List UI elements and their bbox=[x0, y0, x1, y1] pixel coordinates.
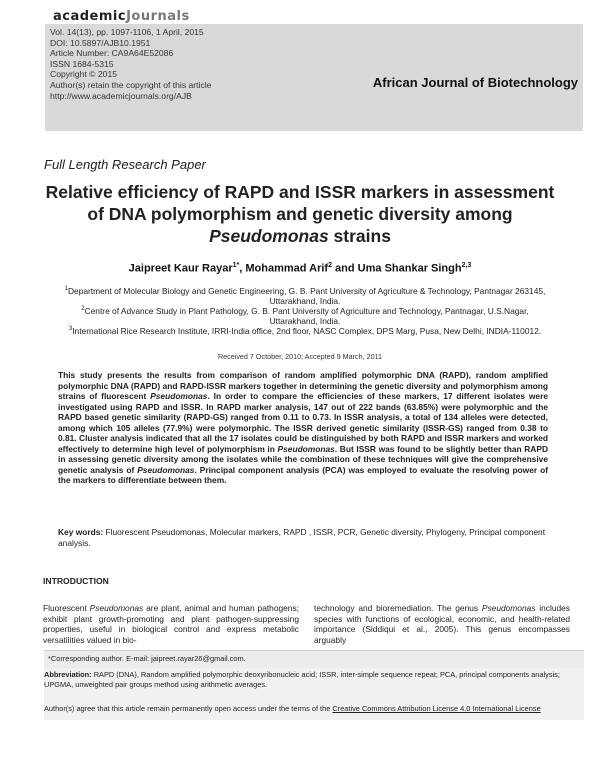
meta-doi: DOI: 10.5897/AJB10.1951 bbox=[50, 37, 151, 48]
author-name: Jaipreet Kaur Rayar bbox=[128, 262, 233, 275]
license-notice bbox=[44, 704, 584, 714]
author-sup: 2,3 bbox=[461, 262, 472, 269]
author-list: Jaipreet Kaur Rayar$^{1*}$, Mohammad Arif$^2$ and Uma Shankar Singh$^{2,3}$ bbox=[128, 262, 472, 275]
keywords-label: Key words: bbox=[58, 527, 104, 537]
author-sup: 2 bbox=[328, 262, 332, 269]
received-dates: Received 7 October, 2010; Accepted 9 March, 2011 bbox=[217, 352, 383, 361]
abbrev-label: Abbreviation: bbox=[44, 670, 92, 679]
paper-title: Relative efficiency of RAPD and ISSR markers in assessment of DNA polymorphism and genetic diversity among Pseudomonas strains bbox=[45, 182, 555, 246]
article-info-box bbox=[45, 24, 583, 131]
intro-column-right: technology and bioremediation. The genus Pseudomonas includes species with functions of ecological, economic, and health-related importance (Siddiqui et al., 2005). This genus encompasses arguably bbox=[314, 603, 570, 646]
meta-issn: ISSN 1684-5315 bbox=[50, 58, 114, 69]
meta-copyright: Copyright © 2015 bbox=[50, 69, 118, 80]
keywords bbox=[58, 527, 548, 548]
keywords-text: Fluorescent Pseudomonas, Molecular markers, RAPD , ISSR, PCR, Genetic diversity, Phylogeny, Principal component analysis. bbox=[58, 527, 546, 548]
corresponding-author: *Corresponding author. E-mail: jaipreet.rayar26@gmail.com. bbox=[48, 654, 246, 663]
affiliation bbox=[40, 324, 570, 336]
meta-article-number: Article Number: CA9A64E52086 bbox=[50, 48, 174, 59]
author-name: Uma Shankar Singh bbox=[357, 262, 462, 275]
meta-url[interactable]: http://www.academicjournals.org/AJB bbox=[50, 90, 192, 101]
publisher-logo bbox=[53, 9, 190, 24]
affiliation-sup: 1 bbox=[64, 286, 68, 292]
affiliation-text: International Rice Research Institute, IRRI-India office, 2nd floor, NASC Complex, DPS Marg, Pusa, New Delhi, INDIA-110012. bbox=[72, 325, 542, 336]
affiliation-text: Department of Molecular Biology and Genetic Engineering, G. B. Pant University of Agriculture & Technology, Pantnagar 263145, Uttarakhand, India. bbox=[68, 285, 546, 307]
journal-name: African Journal of Biotechnology bbox=[372, 75, 578, 90]
author-sup: 1* bbox=[232, 262, 240, 269]
author-name: Mohammad Arif bbox=[245, 262, 329, 275]
abbrev-text: RAPD (DNA), Random amplified polymorphic deoxyribonucleic acid; ISSR, inter-simple sequence repeat; PCA, principal components analysis; UPGMA, unweighted pair groups method using arithmetic averages. bbox=[44, 670, 560, 689]
corresponding-author-bar bbox=[44, 650, 584, 668]
section-heading-introduction: INTRODUCTION bbox=[43, 576, 109, 586]
logo-main: academic bbox=[53, 9, 127, 24]
meta-rights: Author(s) retain the copyright of this article bbox=[50, 79, 212, 90]
intro-column-left: Fluorescent Pseudomonas are plant, animal and human pathogens; exhibit plant growth-promoting and plant pathogen-suppressing properties, useful in biological control and express metabolic versatilities valued in bio- bbox=[43, 603, 299, 646]
license-text: Author(s) agree that this article remain permanently open access under the terms of the bbox=[44, 704, 333, 713]
affiliation-sup: 3 bbox=[68, 326, 73, 332]
affiliation-sup: 2 bbox=[81, 306, 85, 312]
license-link[interactable]: Creative Commons Attribution License 4.0 International License bbox=[332, 704, 541, 713]
meta-volume: Vol. 14(13), pp. 1097-1106, 1 April, 2015 bbox=[50, 27, 204, 37]
logo-accent: Journals bbox=[126, 9, 190, 24]
abbreviations bbox=[44, 670, 584, 690]
abstract: This study presents the results from comparison of random amplified polymorphic DNA (RAPD), random amplified polymorphic DNA (RAPD) and RAPD-ISSR markers together in determining the genetic diversity and polymorphism among strains of fluorescent Pseudomonas. In order to compare the efficiencies of these markers, 17 different isolates were investigated using RAPD and ISSR. In RAPD marker analysis, 147 out of 222 bands (63.85%) were polymorphic and the RAPD based genetic similarity (RAPD-GS) ranged from 0.11 to 0.73. In ISSR analysis, a total of 134 alleles were detected, among which 105 alleles (77.9%) were polymorphic. The ISSR derived genetic similarity (ISSR-GS) ranged from 0.38 to 0.81. Cluster analysis indicated that all the 17 isolates could be distinguished by both RAPD and ISSR markers and worked effectively to determine high level of polymorphism in Pseudomonas. But ISSR was found to be slightly better than RAPD in assessing genetic diversity among the isolates while the combination of these techniques will give the comprehensive genetic analysis of Pseudomonas. Principal component analysis (PCA) was employed to evaluate the resolving power of the markers to differentiate between them. bbox=[58, 370, 548, 485]
affiliation-text: Centre of Advance Study in Plant Pathology, G. B. Pant University of Agriculture and Technology, Pantnagar, U.S.Nagar, Uttarakhand, India. bbox=[84, 305, 529, 327]
article-meta bbox=[50, 27, 211, 101]
paper-type: Full Length Research Paper bbox=[44, 157, 206, 172]
